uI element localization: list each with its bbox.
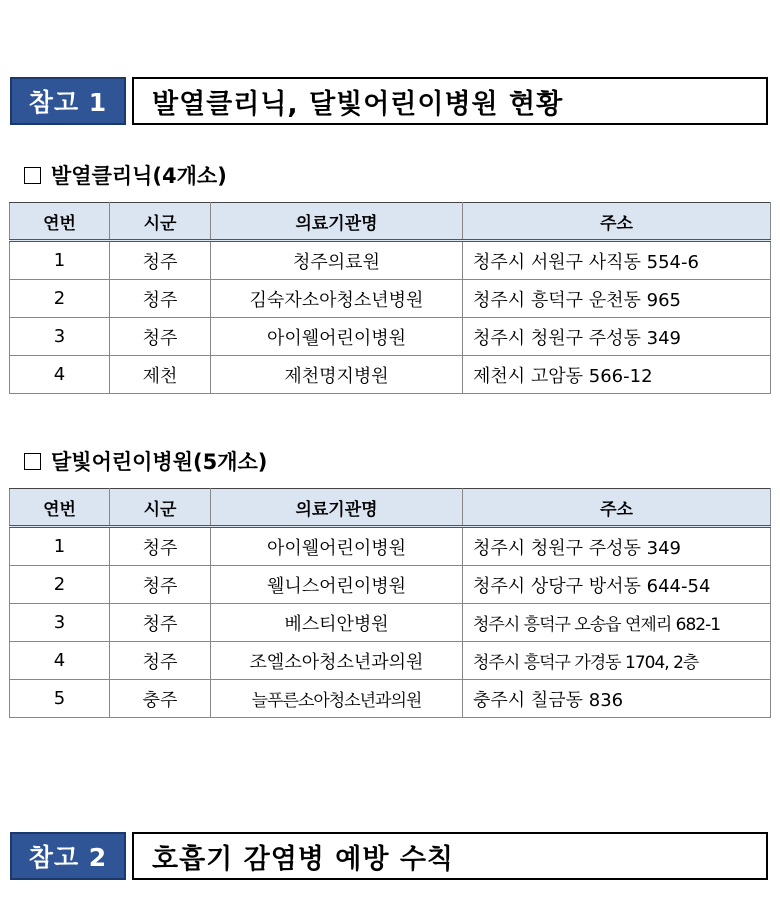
cell-institution: 김숙자소아청소년병원 [211,280,463,318]
cell-address: 청주시 청원구 주성동 349 [463,318,771,356]
cell-no: 2 [10,566,110,604]
reference-2-header [10,832,768,880]
cell-no: 3 [10,604,110,642]
header-institution: 의료기관명 [211,203,463,241]
table-row [10,604,771,642]
cell-no: 3 [10,318,110,356]
cell-institution: 아이웰어린이병원 [211,527,463,566]
table-row [10,680,771,718]
cell-address: 청주시 서원구 사직동 554-6 [463,241,771,280]
header-city: 시군 [110,489,211,527]
cell-city: 청주 [110,241,211,280]
table-row [10,318,771,356]
cell-city: 청주 [110,566,211,604]
cell-city: 충주 [110,680,211,718]
reference-2-title: 호흡기 감염병 예방 수칙 [132,832,768,880]
table-row [10,642,771,680]
reference-1-header [10,77,768,125]
cell-address: 청주시 청원구 주성동 349 [463,527,771,566]
header-city: 시군 [110,203,211,241]
cell-city: 청주 [110,527,211,566]
table-row [10,356,771,394]
header-institution: 의료기관명 [211,489,463,527]
cell-no: 4 [10,642,110,680]
cell-institution: 웰니스어린이병원 [211,566,463,604]
cell-city: 청주 [110,642,211,680]
fever-clinic-section-title [24,160,227,190]
cell-no: 2 [10,280,110,318]
cell-address: 청주시 흥덕구 오송읍 연제리 682-1 [463,604,771,642]
reference-1-title: 발열클리닉, 달빛어린이병원 현황 [132,77,768,125]
cell-address: 제천시 고암동 566-12 [463,356,771,394]
table-row [10,527,771,566]
cell-institution: 조엘소아청소년과의원 [211,642,463,680]
cell-institution: 제천명지병원 [211,356,463,394]
cell-city: 청주 [110,280,211,318]
table-header-row [10,489,771,527]
cell-institution: 늘푸른소아청소년과의원 [211,680,463,718]
fever-clinic-title-text: 발열클리닉(4개소) [51,164,227,188]
reference-1-badge: 참고 1 [10,77,126,125]
reference-2-badge: 참고 2 [10,832,126,880]
fever-clinic-table [9,202,771,394]
cell-institution: 베스티안병원 [211,604,463,642]
cell-address: 청주시 상당구 방서동 644-54 [463,566,771,604]
cell-institution: 청주의료원 [211,241,463,280]
cell-institution: 아이웰어린이병원 [211,318,463,356]
cell-no: 5 [10,680,110,718]
moonlight-hospital-table [9,488,771,718]
square-bullet-icon [24,453,41,470]
header-no: 연번 [10,489,110,527]
cell-address: 충주시 칠금동 836 [463,680,771,718]
cell-city: 제천 [110,356,211,394]
cell-no: 4 [10,356,110,394]
table-header-row [10,203,771,241]
cell-city: 청주 [110,318,211,356]
square-bullet-icon [24,167,41,184]
header-address: 주소 [463,489,771,527]
cell-address: 청주시 흥덕구 가경동 1704, 2층 [463,642,771,680]
moonlight-hospital-section-title [24,446,267,476]
table-row [10,241,771,280]
cell-no: 1 [10,241,110,280]
cell-no: 1 [10,527,110,566]
cell-city: 청주 [110,604,211,642]
moonlight-hospital-title-text: 달빛어린이병원(5개소) [51,450,268,474]
header-address: 주소 [463,203,771,241]
header-no: 연번 [10,203,110,241]
cell-address: 청주시 흥덕구 운천동 965 [463,280,771,318]
table-row [10,566,771,604]
table-row [10,280,771,318]
